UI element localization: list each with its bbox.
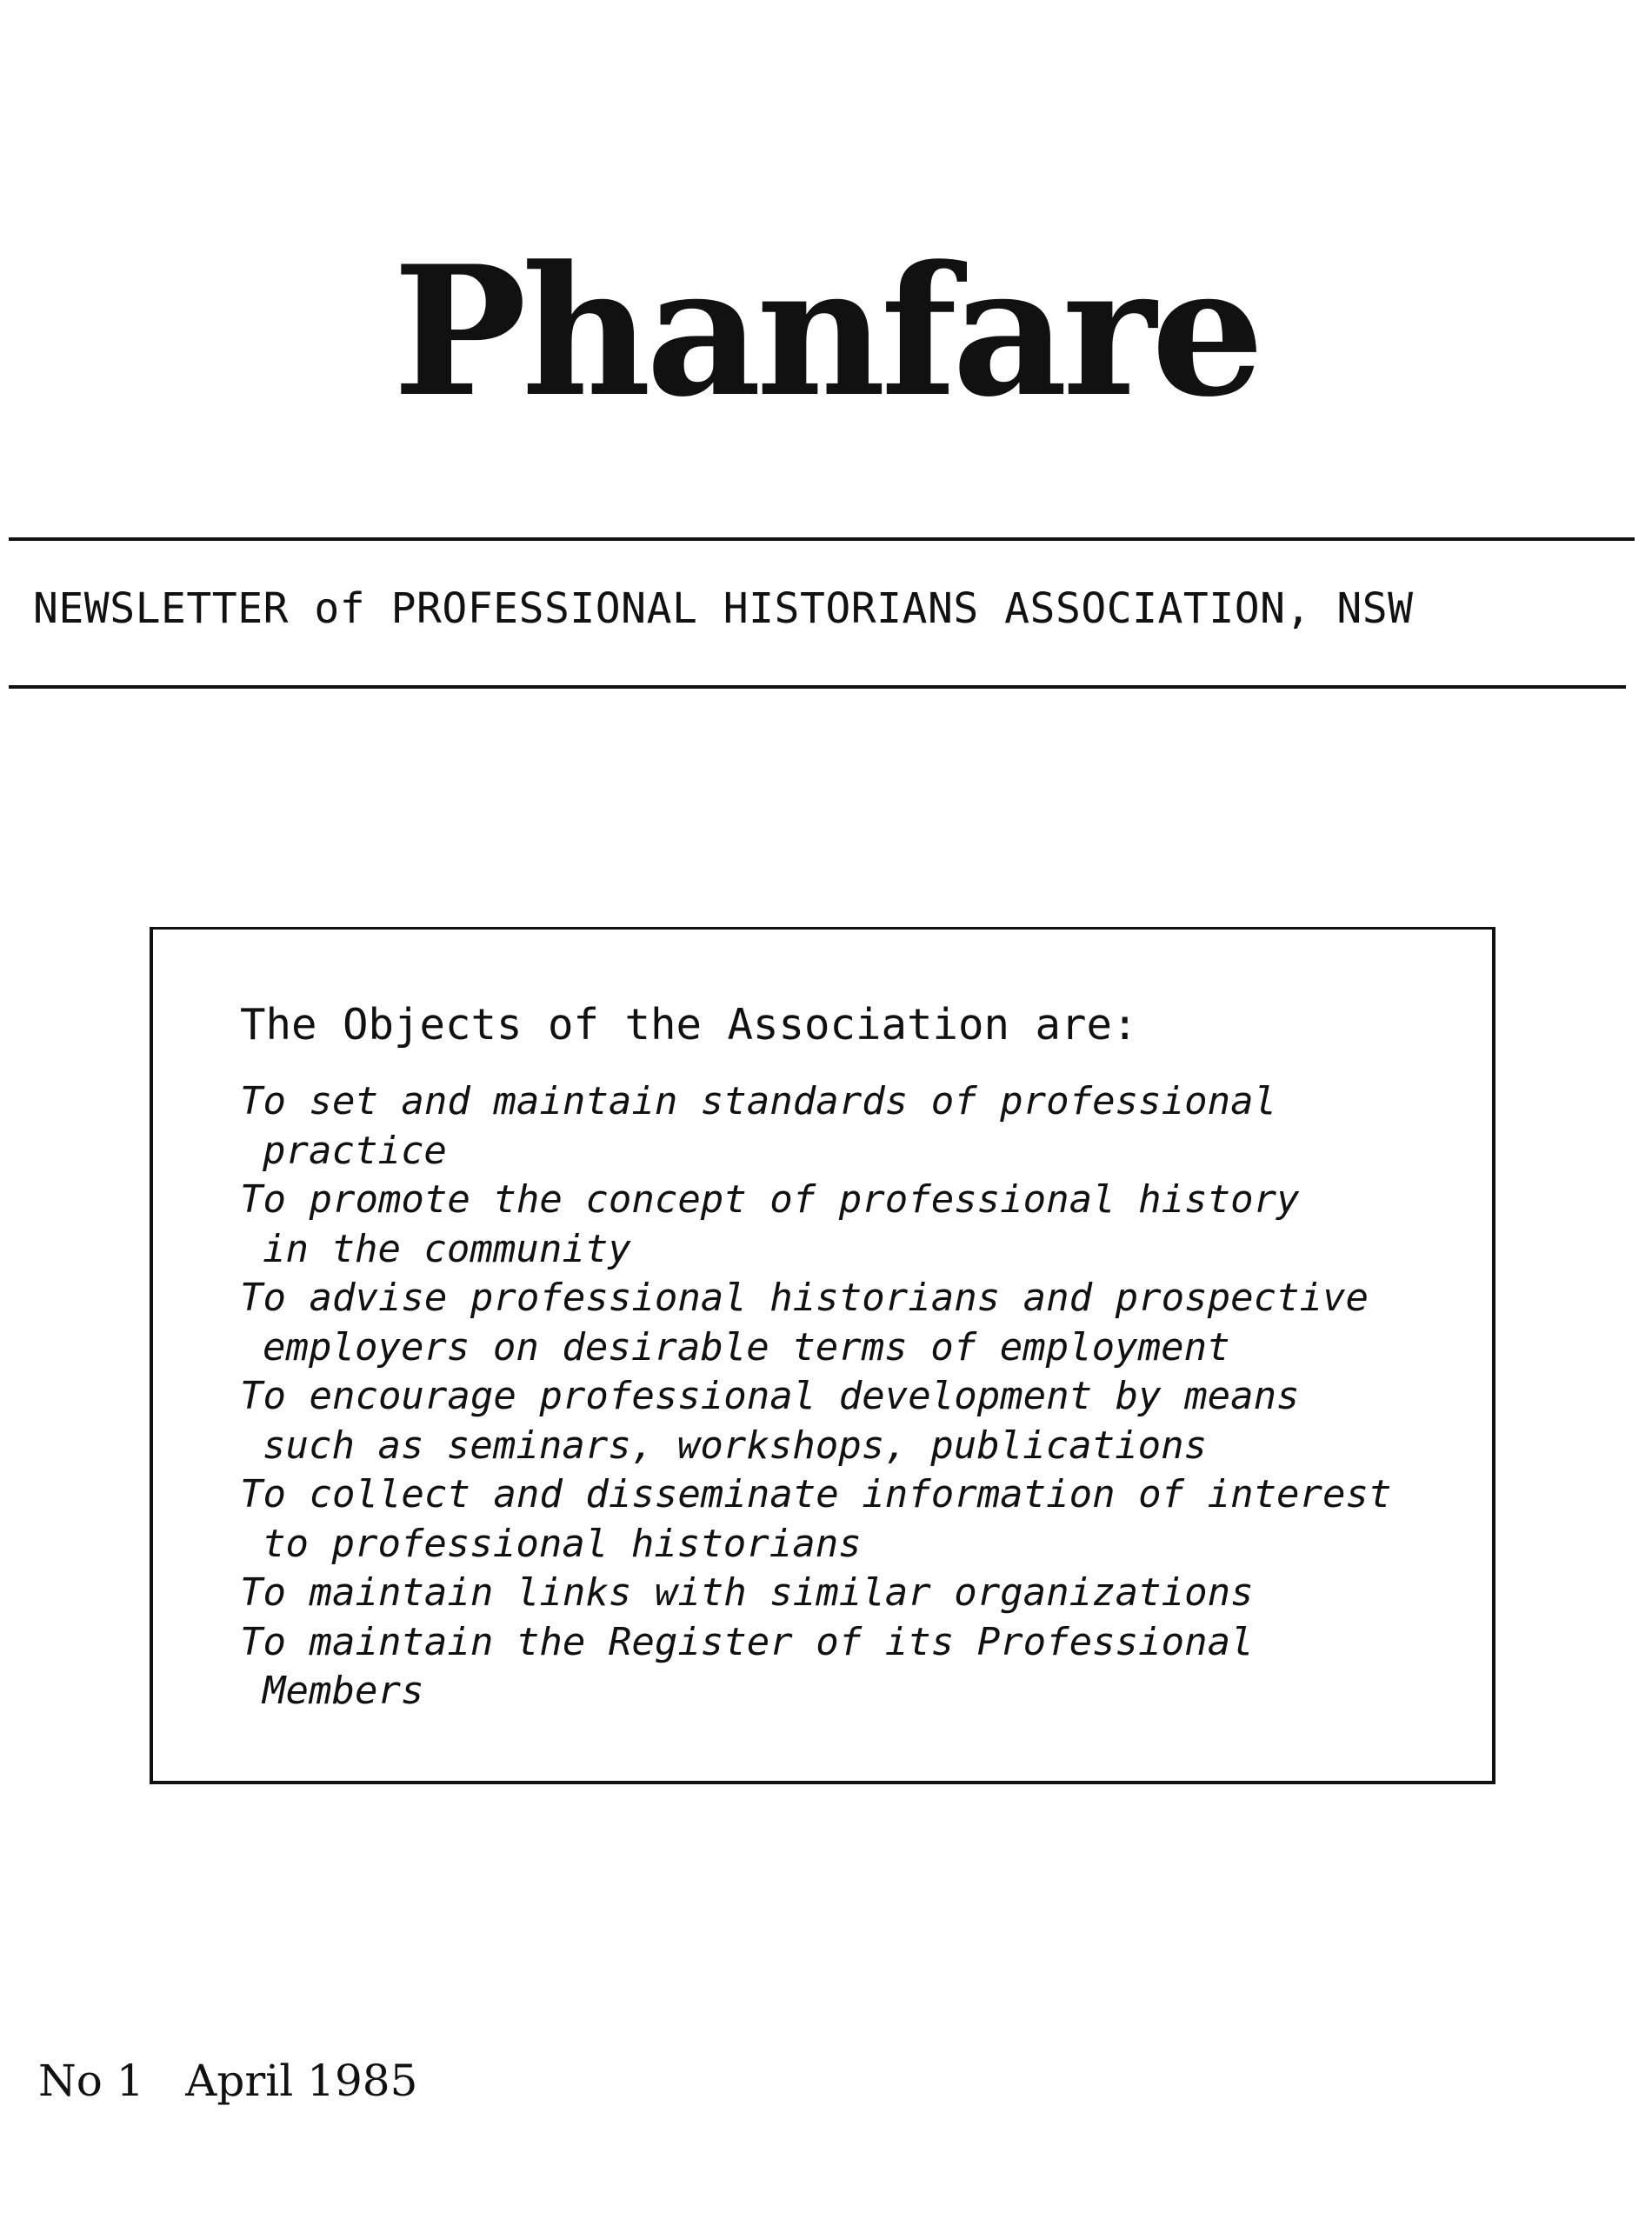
object-text-continued: to professional historians <box>263 1521 862 1566</box>
objects-list-item <box>240 1176 1392 1274</box>
objects-list-item <box>240 1470 1392 1569</box>
object-text-continued: such as seminars, workshops, publications <box>263 1423 1208 1468</box>
object-text-continued: employers on desirable terms of employment <box>263 1324 1230 1370</box>
object-text: To promote the concept of professional history <box>240 1177 1300 1222</box>
object-text: To encourage professional development by means <box>240 1374 1300 1418</box>
objects-list-item <box>240 1077 1392 1176</box>
object-text-continued: Members <box>263 1669 424 1713</box>
objects-list-item <box>240 1372 1392 1470</box>
issue-date: April 1985 <box>185 2056 418 2106</box>
object-text: To collect and disseminate information of interest <box>240 1472 1392 1516</box>
objects-list-item <box>240 1274 1392 1372</box>
object-text: To maintain the Register of its Professional <box>240 1619 1254 1664</box>
objects-list-item <box>240 1618 1392 1716</box>
objects-box <box>150 927 1495 1784</box>
newsletter-subtitle: NEWSLETTER of PROFESSIONAL HISTORIANS ASSOCIATION, NSW <box>33 584 1414 633</box>
issue-number: No 1 <box>38 2056 144 2106</box>
object-text-continued: in the community <box>263 1226 631 1271</box>
objects-list <box>240 1077 1392 1716</box>
object-text-continued: practice <box>263 1128 447 1173</box>
issue-info <box>38 2056 418 2106</box>
object-text: To set and maintain standards of professional <box>240 1079 1277 1123</box>
objects-heading: The Objects of the Association are: <box>240 1000 1138 1050</box>
newsletter-title: Phanfare <box>392 228 1260 437</box>
object-text: To advise professional historians and prospective <box>240 1276 1369 1320</box>
objects-list-item <box>240 1569 1392 1618</box>
masthead-bottom-rule <box>9 685 1626 689</box>
masthead-top-rule <box>9 537 1635 541</box>
object-text: To maintain links with similar organizations <box>240 1570 1254 1615</box>
